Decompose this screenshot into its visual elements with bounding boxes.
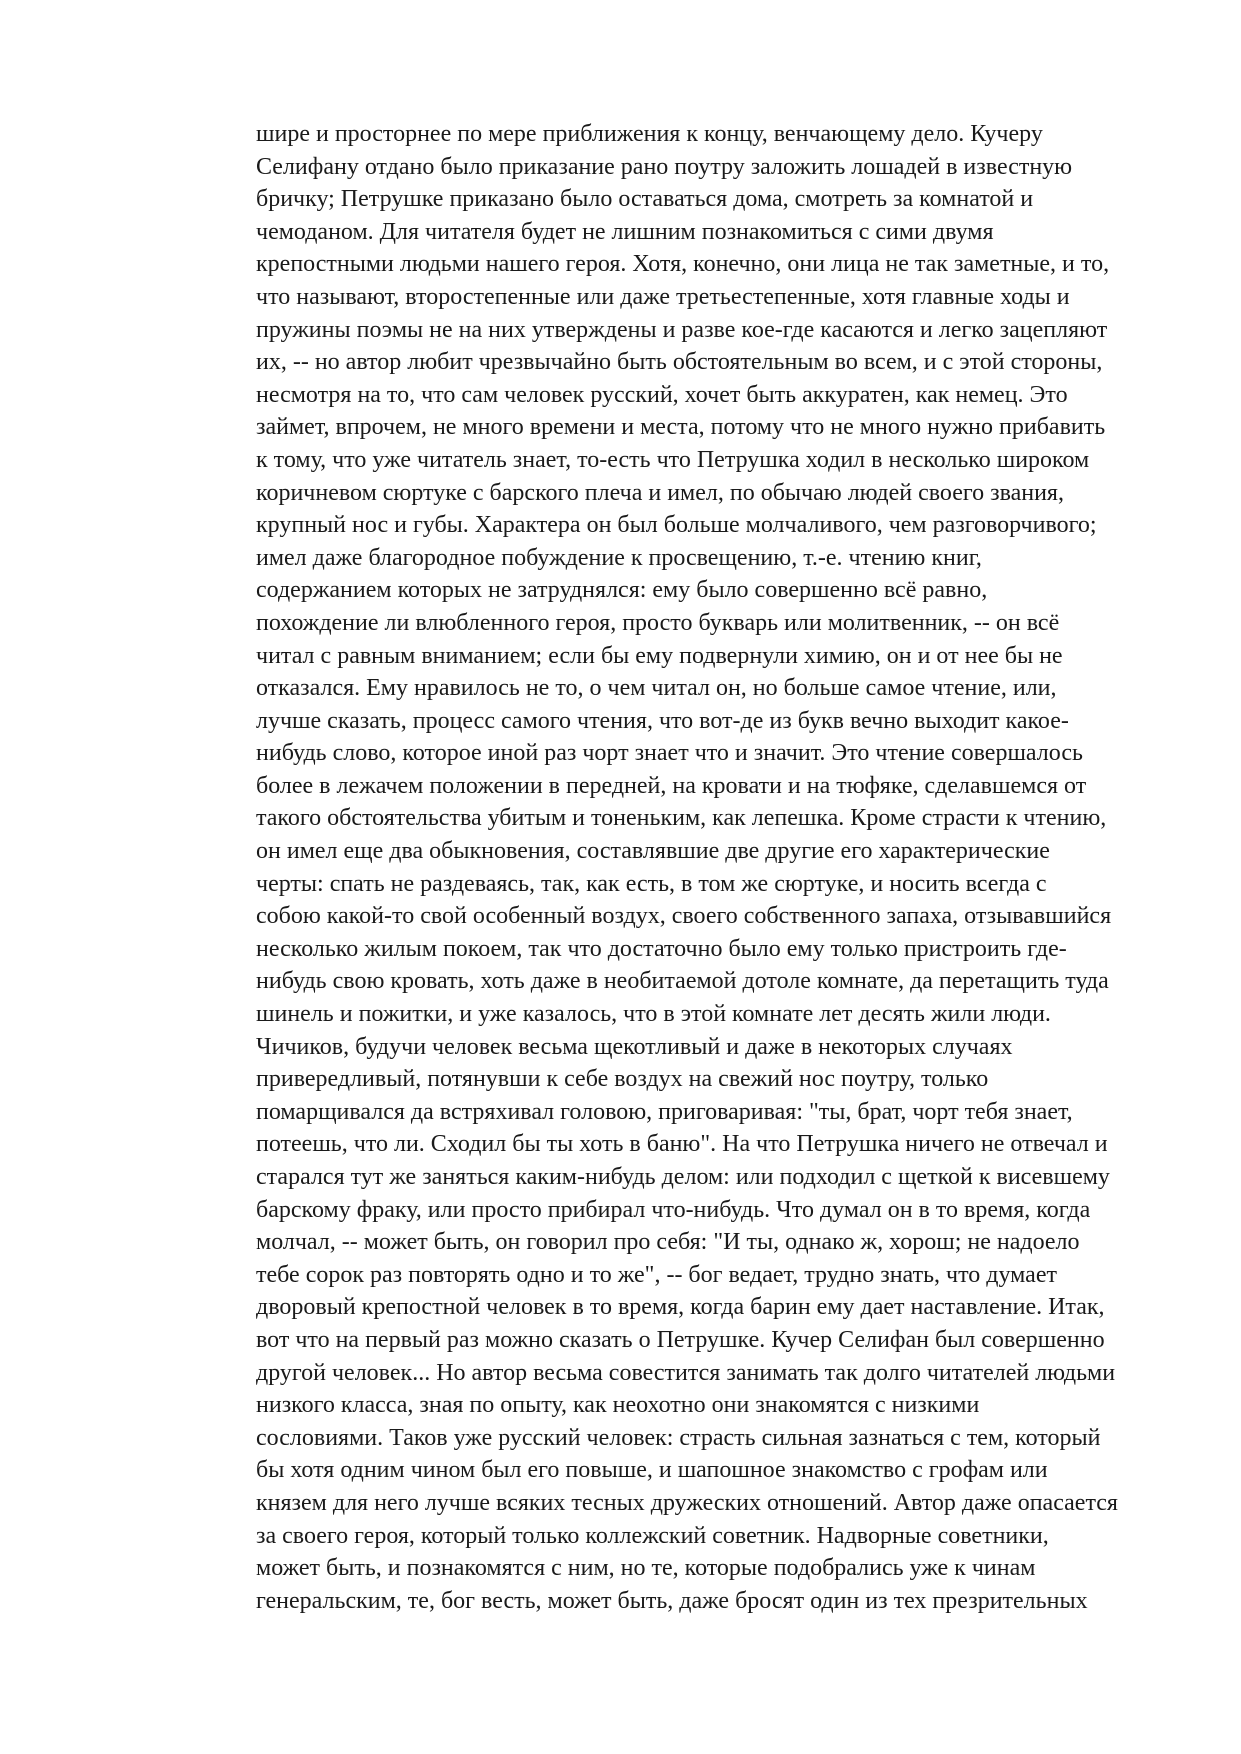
text-line: отказался. Ему нравилось не то, о чем читал он, но больше самое чтение, или, xyxy=(256,675,1057,702)
text-line: вот что на первый раз можно сказать о Петрушке. Кучер Селифан был совершенно xyxy=(256,1326,1105,1353)
text-line: чемоданом. Для читателя будет не лишним познакомиться с сими двумя xyxy=(256,218,994,245)
text-line: может быть, и познакомятся с ним, но те, которые подобрались уже к чинам xyxy=(256,1555,1036,1582)
text-line: шире и просторнее по мере приближения к концу, венчающему дело. Кучеру xyxy=(256,121,1043,147)
text-line: более в лежачем положении в передней, на кровати и на тюфяке, сделавшемся от xyxy=(256,772,1087,799)
text-line: бы хотя одним чином был его повыше, и шапошное знакомство с грофам или xyxy=(256,1457,1048,1484)
text-line: такого обстоятельства убитым и тоненьким, как лепешка. Кроме страсти к чтению, xyxy=(256,805,1107,832)
text-line: собою какой-то свой особенный воздух, своего собственного запаха, отзывавшийся xyxy=(256,903,1112,930)
text-line: читал с равным вниманием; если бы ему подвернули химию, он и от нее бы не xyxy=(256,642,1063,669)
text-line: похождение ли влюбленного героя, просто букварь или молитвенник, -- он всё xyxy=(256,609,1060,636)
text-line: старался тут же заняться каким-нибудь делом: или подходил с щеткой к висевшему xyxy=(256,1164,1110,1190)
text-line: Селифану отдано было приказание рано поутру заложить лошадей в известную xyxy=(256,153,1073,180)
text-line: другой человек... Но автор весьма совестится занимать так долго читателей людьми xyxy=(256,1359,1116,1386)
body-text xyxy=(256,118,1156,1617)
text-line: лучше сказать, процесс самого чтения, что вот-де из букв вечно выходит какое- xyxy=(256,707,1069,734)
text-line: дворовый крепостной человек в то время, когда барин ему дает наставление. Итак, xyxy=(256,1294,1105,1321)
text-line: содержанием которых не затруднялся: ему было совершенно всё равно, xyxy=(256,577,988,604)
text-line: нибудь свою кровать, хоть даже в необитаемой дотоле комнате, да перетащить туда xyxy=(256,968,1109,995)
text-line: их, -- но автор любит чрезвычайно быть обстоятельным во всем, и с этой стороны, xyxy=(256,349,1103,376)
text-line: барскому фраку, или просто прибирал что-нибудь. Что думал он в то время, когда xyxy=(256,1196,1091,1223)
text-line: генеральским, те, бог весть, может быть, даже бросят один из тех презрительных xyxy=(256,1587,1088,1614)
text-line: низкого класса, зная по опыту, как неохотно они знакомятся с низкими xyxy=(256,1392,980,1419)
text-line: бричку; Петрушке приказано было оставаться дома, смотреть за комнатой и xyxy=(256,186,1034,213)
text-line: шинель и пожитки, и уже казалось, что в этой комнате лет десять жили люди. xyxy=(256,1001,1051,1028)
text-line: черты: спать не раздеваясь, так, как есть, в том же сюртуке, и носить всегда с xyxy=(256,870,1047,897)
text-line: князем для него лучше всяких тесных дружеских отношений. Автор даже опасается xyxy=(256,1489,1118,1516)
text-line: займет, впрочем, не много времени и места, потому что не много нужно прибавить xyxy=(256,414,1106,441)
text-line: он имел еще два обыкновения, составлявшие две другие его характерические xyxy=(256,838,1050,865)
text-line: коричневом сюртуке с барского плеча и имел, по обычаю людей своего звания, xyxy=(256,479,1064,506)
text-line: тебе сорок раз повторять одно и то же", -- бог ведает, трудно знать, что думает xyxy=(256,1261,1057,1288)
text-line: пружины поэмы не на них утверждены и разве кое-где касаются и легко зацепляют xyxy=(256,316,1108,343)
text-line: молчал, -- может быть, он говорил про себя: "И ты, однако ж, хорош; не надоело xyxy=(256,1229,1080,1256)
text-line: несколько жилым покоем, так что достаточно было ему только пристроить где- xyxy=(256,935,1067,962)
text-line: имел даже благородное побуждение к просвещению, т.-е. чтению книг, xyxy=(256,544,982,571)
text-line: потеешь, что ли. Сходил бы ты хоть в баню". На что Петрушка ничего не отвечал и xyxy=(256,1131,1108,1158)
text-line: к тому, что уже читатель знает, то-есть что Петрушка ходил в несколько широком xyxy=(256,446,1090,473)
text-line: что называют, второстепенные или даже третьестепенные, хотя главные ходы и xyxy=(256,283,1070,310)
text-line: привередливый, потянувши к себе воздух на свежий нос поутру, только xyxy=(256,1066,989,1093)
text-line: нибудь слово, которое иной раз чорт знает что и значит. Это чтение совершалось xyxy=(256,740,1083,767)
text-line: Чичиков, будучи человек весьма щекотливый и даже в некоторых случаях xyxy=(256,1033,1013,1060)
text-line: крупный нос и губы. Характера он был больше молчаливого, чем разговорчивого; xyxy=(256,512,1097,539)
text-line: несмотря на то, что сам человек русский, хочет быть аккуратен, как немец. Это xyxy=(256,381,1068,408)
text-line: помарщивался да встряхивал головою, приговаривая: "ты, брат, чорт тебя знает, xyxy=(256,1098,1073,1125)
text-line: сословиями. Таков уже русский человек: страсть сильная зазнаться с тем, который xyxy=(256,1424,1101,1451)
text-line: за своего героя, который только коллежский советник. Надворные советники, xyxy=(256,1522,1049,1549)
text-line: крепостными людьми нашего героя. Хотя, конечно, они лица не так заметные, и то, xyxy=(256,251,1110,278)
